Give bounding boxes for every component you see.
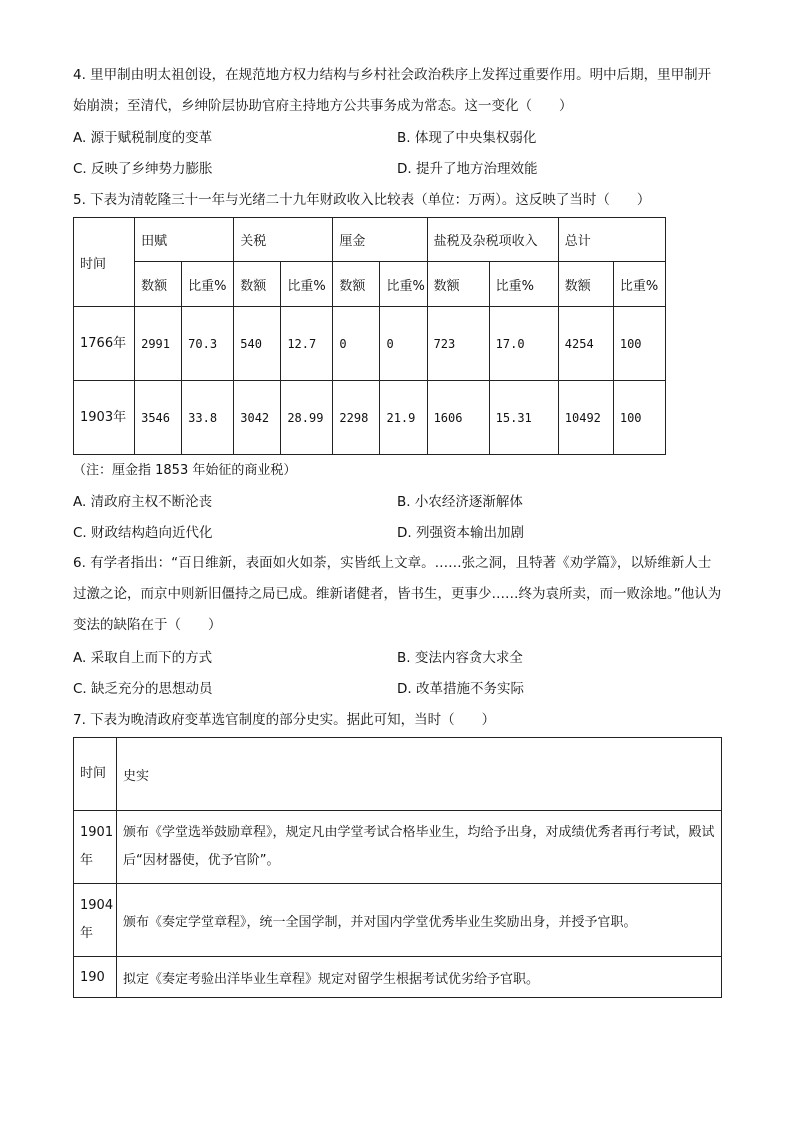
- table-cell: 2298: [333, 381, 380, 455]
- row-fact: 拟定《奏定考验出洋毕业生章程》规定对留学生根据考试优劣给予官职。: [117, 957, 722, 998]
- row-time: 190: [74, 957, 117, 998]
- table-subheader: 数额: [234, 262, 281, 307]
- revenue-table: [73, 217, 666, 455]
- table-subheader: 比重%: [182, 262, 234, 307]
- question-5-option-c[interactable]: C. 财政结构趋向近代化: [73, 525, 213, 541]
- table-cell: 21.9: [380, 381, 427, 455]
- table-cell: 0: [380, 307, 427, 381]
- table-subheader: 数额: [135, 262, 182, 307]
- table-row: [74, 957, 722, 998]
- table-cell: 1606: [427, 381, 489, 455]
- row-time: 1901年: [74, 811, 117, 884]
- table-cell: 70.3: [182, 307, 234, 381]
- table-header-group: 田赋: [135, 218, 234, 262]
- table-header-group: 关税: [234, 218, 333, 262]
- table-cell: 2991: [135, 307, 182, 381]
- question-4-option-b[interactable]: B. 体现了中央集权弱化: [397, 130, 537, 146]
- table-cell: 10492: [558, 381, 613, 455]
- question-6-stem: 6. 有学者指出：“百日维新，表面如火如荼，实皆纸上文章。……张之洞，且特著《劝学篇》，以矫维新人士过激之论，而京中则新旧僵持之局已成。维新诸健者，皆书生，更事少……终为袁所卖，而一败涂地。”他认为变法的缺陷在于（ ）: [73, 555, 722, 633]
- question-5-stem: 5. 下表为清乾隆三十一年与光绪二十九年财政收入比较表（单位：万两）。这反映了当时（ ）: [73, 192, 651, 208]
- table-cell: 15.31: [489, 381, 558, 455]
- row-fact: 颁布《学堂选举鼓励章程》，规定凡由学堂考试合格毕业生，均给予出身，对成绩优秀者再行考试，殿试后“因材器使，优予官阶”。: [117, 811, 722, 884]
- table-cell: 3042: [234, 381, 281, 455]
- table-header-group: 总计: [558, 218, 665, 262]
- question-4-options: [73, 123, 723, 185]
- table-cell: 4254: [558, 307, 613, 381]
- reform-table: [73, 737, 722, 998]
- row-time: 1766年: [74, 307, 135, 381]
- table-row: [74, 811, 722, 884]
- question-6-option-b[interactable]: B. 变法内容贪大求全: [397, 650, 523, 666]
- question-5-option-b[interactable]: B. 小农经济逐渐解体: [397, 494, 523, 510]
- table-cell: 3546: [135, 381, 182, 455]
- question-4-stem: 4. 里甲制由明太祖创设，在规范地方权力结构与乡村社会政治秩序上发挥过重要作用。明中后期，里甲制开始崩溃；至清代，乡绅阶层协助官府主持地方公共事务成为常态。这一变化（ ）: [73, 67, 712, 114]
- table-subheader: 数额: [333, 262, 380, 307]
- table-cell: 33.8: [182, 381, 234, 455]
- table-row: [74, 307, 666, 381]
- row-time: 1903年: [74, 381, 135, 455]
- question-6-option-c[interactable]: C. 缺乏充分的思想动员: [73, 681, 213, 697]
- question-6-option-d[interactable]: D. 改革措施不务实际: [397, 681, 524, 697]
- table-cell: 723: [427, 307, 489, 381]
- table-subheader: 数额: [427, 262, 489, 307]
- table-subheader: 比重%: [281, 262, 333, 307]
- table-cell: 12.7: [281, 307, 333, 381]
- table-row: [74, 884, 722, 957]
- question-4-option-c[interactable]: C. 反映了乡绅势力膨胀: [73, 161, 213, 177]
- question-5-options: [73, 487, 723, 549]
- row-fact: 颁布《奏定学堂章程》，统一全国学制，并对国内学堂优秀毕业生奖励出身，并授予官职。: [117, 884, 722, 957]
- table-subheader: 比重%: [380, 262, 427, 307]
- table-cell: 540: [234, 307, 281, 381]
- question-6-option-a[interactable]: A. 采取自上而下的方式: [73, 650, 213, 666]
- question-7-stem: 7. 下表为晚清政府变革选官制度的部分史实。据此可知，当时（ ）: [73, 712, 496, 728]
- table-subheader: 数额: [558, 262, 613, 307]
- table-cell: 100: [613, 381, 665, 455]
- table-header-time: 时间: [74, 218, 135, 307]
- table-cell: 100: [613, 307, 665, 381]
- table-note: （注：厘金指 1853 年始征的商业税）: [73, 463, 297, 478]
- question-5-option-d[interactable]: D. 列强资本输出加剧: [397, 525, 524, 541]
- question-4-option-d[interactable]: D. 提升了地方治理效能: [397, 161, 538, 177]
- table-subheader: 比重%: [489, 262, 558, 307]
- row-time: 1904年: [74, 884, 117, 957]
- table-subheader: 比重%: [613, 262, 665, 307]
- table-header-group: 厘金: [333, 218, 427, 262]
- question-4-option-a[interactable]: A. 源于赋税制度的变革: [73, 130, 213, 146]
- table-cell: 17.0: [489, 307, 558, 381]
- table-row: [74, 381, 666, 455]
- table-cell: 0: [333, 307, 380, 381]
- table-header-time: 时间: [74, 738, 117, 811]
- question-6-options: [73, 643, 723, 705]
- table-header-fact: 史实: [117, 738, 722, 811]
- table-cell: 28.99: [281, 381, 333, 455]
- question-5-option-a[interactable]: A. 清政府主权不断沦丧: [73, 494, 213, 510]
- table-header-group: 盐税及杂税项收入: [427, 218, 558, 262]
